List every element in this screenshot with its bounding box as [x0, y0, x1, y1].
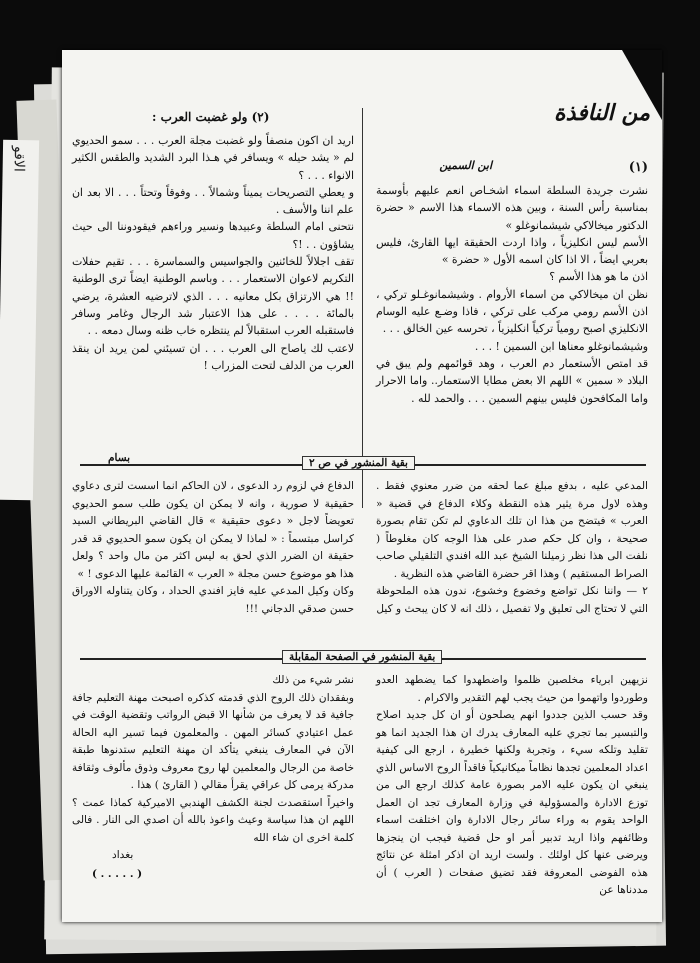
paragraph: قد امتص الأستعمار دم العرب ، وهد قوائمهم ولم يبق في البلاد « سمين » اللهم الا بعض مطايا الاستعمار.. واما الاحرار واما المكافحون فليس بينهم السمين . . . والحمد لله . — [376, 356, 648, 405]
bottom-left-column — [72, 672, 354, 865]
paragraph: الدفاع في لزوم رد الدعوى ، لان الحاكم انما اسست لترى دعاوي حقيقية لا صورية ، وانه لا يمكن ان يكون طلب سمو الحديوي تعويضاً لاجل « دعوى حقيقية » قال القاضي البريطاني السيد كراسل مبتسماً : « لماذا لا يمكن ان يكون سمو الحديوي قد قدر حقيقة ان الضرر الذي لحق به ليس اكثر من مال واحد ؟ ولعل هذا هو موضوع حسن مجلة « العرب » القائمة عليها الدعوى ! » — [72, 480, 354, 580]
paragraph: و يعطي التصريحات يميناً وشمالاً . . وفوقاً وتحتاً . . . الا بعد ان علم اننا والأسف . — [72, 185, 354, 217]
paragraph: اريد ان اكون منصفاً ولو غضبت مجلة العرب . . . سمو الحديوي لم « يشد حيله » ويسافر في هـذا البرد الشديد والطقس الكثير الانواء . . . ؟ — [72, 134, 354, 182]
paragraph: تقف اجلالاً للخائنين والجواسيس والسماسرة . . . تقيم حفلات التكريم لاعوان الاستعمار . . . وباسم الوطنية ايضاً ترى الوطنية !! هي الارتزاق بكل معانيه . . . الذي لاترضيه العشرة، يرضي بالمائة . . . . على هذا الاعتبار شد الرجال وغامر وسافر فاستقبله العرب استقبالاً لم ينتظره خاب ظنه وسال دمعه . . — [72, 255, 354, 338]
signature: ( . . . . . ) — [92, 868, 143, 880]
column-title: (٢) ولو غضبت العرب : — [152, 110, 270, 124]
paragraph: وكان وكيل المدعي عليه فايز افندي الحداد ، وكان يتناوله الاوراق حسن صدقي الدجاني !!! — [72, 585, 354, 615]
continuation-heading: بقية المنشور في الصفحة المقابلة — [282, 650, 442, 664]
byline: ابن السمين — [439, 159, 492, 172]
paragraph: لاعتب لك ياصاح الى العرب . . . ان تسيئني لمن يريد ان ينقذ العرب من الدلف لتحت المزراب ! — [72, 341, 354, 372]
continuation-left — [72, 478, 354, 618]
continuation-heading: بقية المنشور في ص ٢ — [302, 456, 415, 470]
newspaper-page — [62, 50, 662, 922]
side-clipping-text: الاقو — [10, 145, 28, 172]
side-clipping — [0, 140, 39, 501]
paragraph: نظن ان ميخالاكي من اسماء الأروام . وشيشمانوغـلو تركي ، اذن الأسم رومي مركب على تركي ، فاذا وضـع عليه الوسام الانكليزي اصبح رومياً تركياً انكليزياً ، تحرسه عين الخالق . . . — [376, 287, 648, 336]
paragraph: ٢ — واننا نكل تواضع وخضوع وخشوع، ندون هذه الملحوظة التي لا تحتاج الى تعليق ولا تفصيل ، ذلك انه لا كان يبحث و كيل — [376, 585, 648, 615]
paragraph: نزيهين ابرياء مخلصين ظلموا واضطهدوا كما يضطهد العدو وطوردوا واتهموا من حيث يجب لهم التقدير والاكرام . — [376, 674, 648, 704]
paragraph: نشرت جريدة السلطة اسماء اشخـاص انعم عليهم بأوسمة بمناسبة رأس السنة ، وبين هذه الاسماء هذا الاسم « حضرة الدكتور ميخالاكي شيشمانوغلو » — [376, 184, 648, 232]
paragraph: وبفقدان ذلك الروح الذي قدمته كذكره اصبحت مهنة التعليم جافة جافية قد لا يعرف من شأنها الا قبض الرواتب وتقضية الوقت في عمل اعتيادي كسائر المهن . والمعلمون فيما تسير اليه الحالة الآن في المعارف ينبغي يتأكد ان مهنة التعليم ستدنوها طبقة خاصة من الرجال والمعلمين لها روح معروف وذوق مألوف وثقافة مدركة يرمى كل عراقي يقرأ مقالي ( القارئ ) هذا . — [72, 691, 354, 791]
bottom-right-column — [376, 672, 648, 900]
column-divider — [362, 108, 363, 508]
paragraph: نشر شيء من ذلك — [272, 674, 354, 686]
right-column — [376, 182, 648, 407]
paragraph: واخيراً استقصدت لجنة الكشف الهندبي الاميركية كماذا عمت ؟ اللهم ان هذا سياسة وعيث واعوذ بالله أن اصدي الى النار . فالى كلمة اخرى ان شاء الله — [72, 796, 354, 844]
masthead: من النافذة — [554, 100, 650, 126]
paragraph: وقد حسب الذين جددوا انهم يصلحون أو ان كل جديد اصلاح والتبسير بما تجري عليه المعارف يدرك ان هذا الجديد انما هو تقليد وتلكه سيء ، وتجربة ولكنها خطيرة ، ارجع الى كيفية اعداد المعلمين تجدها نظاماً ميكانيكياً فاقداً الروح الاساس الذي ينبغي ان يكون عليه الامر بصورة عامة كذلك ارجع الى من توزع الادارة والمسؤولية في وزارة المعارف تجد ان العمل الواحد يقوم به وراء سائر رجال الادارة وان اختلفت اسماء وظائفهم واذا اريد تدبير أمر او حل قضية فيجب ان ينجزها ويرضى عنها كل اولئك . ولست اريد ان اذكر امثلة عن نتائج هذه الفوضى المعروفة فقد تضيق صفحات ( العرب ) أن مددناها عن — [376, 709, 648, 896]
section-number: (١) — [628, 160, 648, 175]
paragraph: وشيشمانوغلو معناها ابن السمين ! . . . — [474, 339, 648, 353]
continuation-right — [376, 478, 648, 618]
signature: بسام — [108, 452, 130, 464]
paragraph: المدعي عليه ، بدفع مبلغ عما لحقه من ضرر معنوي فقط . وهذه لاول مرة يثير هذه النقطة وكلاء الدفاع في قضية « العرب » فيتضح من هذا ان تلك الدعاوي لم تكن تقام بصورة صحيحة ، وان كل حكم صدر على هذا الوجه كان مغلوطاً ( نلفت الى هذا نظر زميلنا الشيخ عبد الله افندي التلقيلي صاحب الصراط المستقيم ) وهذا اقر حضرة القاضي هذه النظرية . — [376, 480, 648, 580]
paragraph: الأسم ليس انكليزياً ، واذا اردت الحقيقة ايها القارئ، فليس بعربي ايضاً ، الا اذا كان اسمه الأول « حضرة » — [376, 235, 648, 267]
paragraph: اذن ما هو هذا الأسم ؟ — [549, 270, 648, 284]
dateline: بغداد — [112, 849, 134, 861]
paragraph: نتحنى امام السلطة وعبيدها ونسير وراءهم فيقودوننا الى حيث يشاؤون . . !؟ — [72, 220, 354, 251]
left-column — [72, 132, 354, 374]
